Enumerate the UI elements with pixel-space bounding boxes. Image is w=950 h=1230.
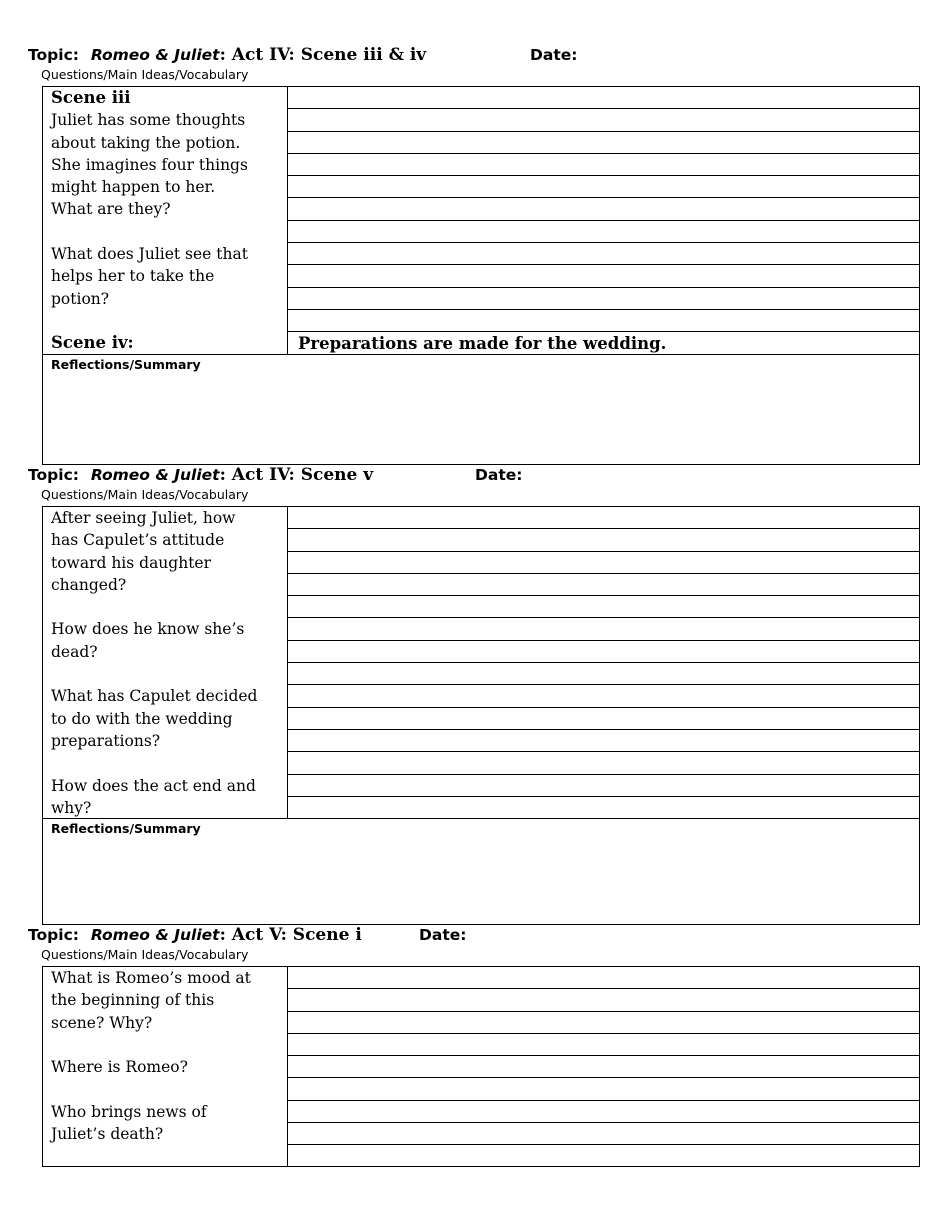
answer-line[interactable]: [288, 708, 919, 730]
question-line: changed?: [51, 575, 127, 594]
answer-line[interactable]: [288, 574, 919, 596]
topic-heading: [28, 45, 426, 67]
questions-column: [43, 87, 288, 354]
answer-line[interactable]: [288, 221, 919, 243]
questions-column-label: Questions/Main Ideas/Vocabulary: [41, 947, 249, 962]
answer-line[interactable]: [288, 730, 919, 752]
act-scene: : Act IV: Scene v: [219, 465, 374, 485]
answer-line[interactable]: [288, 1123, 919, 1145]
question-line: How does he know she’s: [51, 620, 245, 639]
question-line: helps her to take the: [51, 267, 215, 286]
topic-heading: [28, 925, 362, 947]
question-line: the beginning of this: [51, 991, 215, 1010]
answer-line[interactable]: [288, 596, 919, 618]
answer-line[interactable]: [288, 310, 919, 332]
question-line: dead?: [51, 642, 98, 661]
question-line: has Capulet’s attitude: [51, 531, 225, 550]
question-line: She imagines four things: [51, 155, 248, 174]
cornell-notes-grid: [42, 966, 920, 1167]
scene-heading: Scene iv:: [51, 333, 134, 353]
work-title: Romeo & Juliet: [90, 926, 220, 944]
question-line: Juliet has some thoughts: [51, 111, 246, 130]
answer-line[interactable]: [288, 507, 919, 529]
work-title: Romeo & Juliet: [90, 46, 220, 64]
question-line: What is Romeo’s mood at: [51, 969, 251, 987]
act-scene: : Act IV: Scene iii & iv: [219, 45, 427, 65]
date-label: Date:: [530, 46, 578, 64]
work-title: Romeo & Juliet: [90, 466, 220, 484]
question-line: scene? Why?: [51, 1013, 153, 1032]
cornell-notes-grid: [42, 86, 920, 355]
answer-line[interactable]: [288, 663, 919, 685]
question-line: about taking the potion.: [51, 133, 241, 152]
question-line: What are they?: [51, 200, 171, 219]
answer-line[interactable]: [288, 265, 919, 287]
answer-line[interactable]: [288, 288, 919, 310]
question-line: toward his daughter: [51, 553, 212, 572]
answer-line[interactable]: [288, 1012, 919, 1034]
topic-heading: [28, 465, 373, 487]
questions-column-label: Questions/Main Ideas/Vocabulary: [41, 67, 249, 82]
answer-line[interactable]: [288, 752, 919, 774]
answer-line[interactable]: [288, 552, 919, 574]
answer-line[interactable]: [288, 967, 919, 989]
summary-label: Reflections/Summary: [51, 821, 201, 836]
summary-label: Reflections/Summary: [51, 357, 201, 372]
topic-label: Topic:: [28, 466, 79, 484]
questions-column: [43, 507, 288, 818]
answer-line[interactable]: [288, 109, 919, 131]
answer-line[interactable]: [288, 618, 919, 640]
answer-line[interactable]: [288, 685, 919, 707]
question-line: to do with the wedding: [51, 709, 233, 728]
answer-line[interactable]: [288, 176, 919, 198]
topic-label: Topic:: [28, 46, 79, 64]
question-line: might happen to her.: [51, 178, 216, 197]
question-line: What has Capulet decided: [51, 687, 258, 706]
question-line: After seeing Juliet, how: [51, 509, 236, 527]
answer-line[interactable]: [288, 198, 919, 220]
topic-label: Topic:: [28, 926, 79, 944]
question-line: why?: [51, 798, 92, 817]
answer-line[interactable]: [288, 1101, 919, 1123]
questions-column: [43, 967, 288, 1166]
answer-line[interactable]: [288, 529, 919, 551]
question-line: preparations?: [51, 731, 161, 750]
question-line: Juliet’s death?: [51, 1125, 164, 1144]
answer-lines: [288, 87, 919, 355]
answer-line[interactable]: [288, 154, 919, 176]
reflections-summary-box[interactable]: [42, 355, 920, 465]
scene-heading: Scene iii: [51, 88, 131, 107]
question-line: What does Juliet see that: [51, 245, 248, 264]
answer-line[interactable]: [288, 243, 919, 265]
answer-line[interactable]: [288, 989, 919, 1011]
answer-line[interactable]: [288, 1056, 919, 1078]
reflections-summary-box[interactable]: [42, 819, 920, 925]
date-label: Date:: [475, 466, 523, 484]
questions-column-label: Questions/Main Ideas/Vocabulary: [41, 487, 249, 502]
answer-line[interactable]: [288, 87, 919, 109]
answer-line[interactable]: [288, 1078, 919, 1100]
question-line: How does the act end and: [51, 776, 256, 795]
act-scene: : Act V: Scene i: [219, 925, 362, 945]
answer-lines: [288, 967, 919, 1145]
answer-line[interactable]: [288, 1034, 919, 1056]
date-label: Date:: [419, 926, 467, 944]
scene-note: Preparations are made for the wedding.: [298, 334, 667, 354]
answer-line[interactable]: [288, 132, 919, 154]
answer-line[interactable]: [288, 775, 919, 797]
question-line: Who brings news of: [51, 1102, 207, 1121]
question-line: potion?: [51, 289, 110, 308]
cornell-notes-grid: [42, 506, 920, 819]
answer-line[interactable]: [288, 641, 919, 663]
question-line: Where is Romeo?: [51, 1058, 188, 1077]
answer-lines: [288, 507, 919, 797]
